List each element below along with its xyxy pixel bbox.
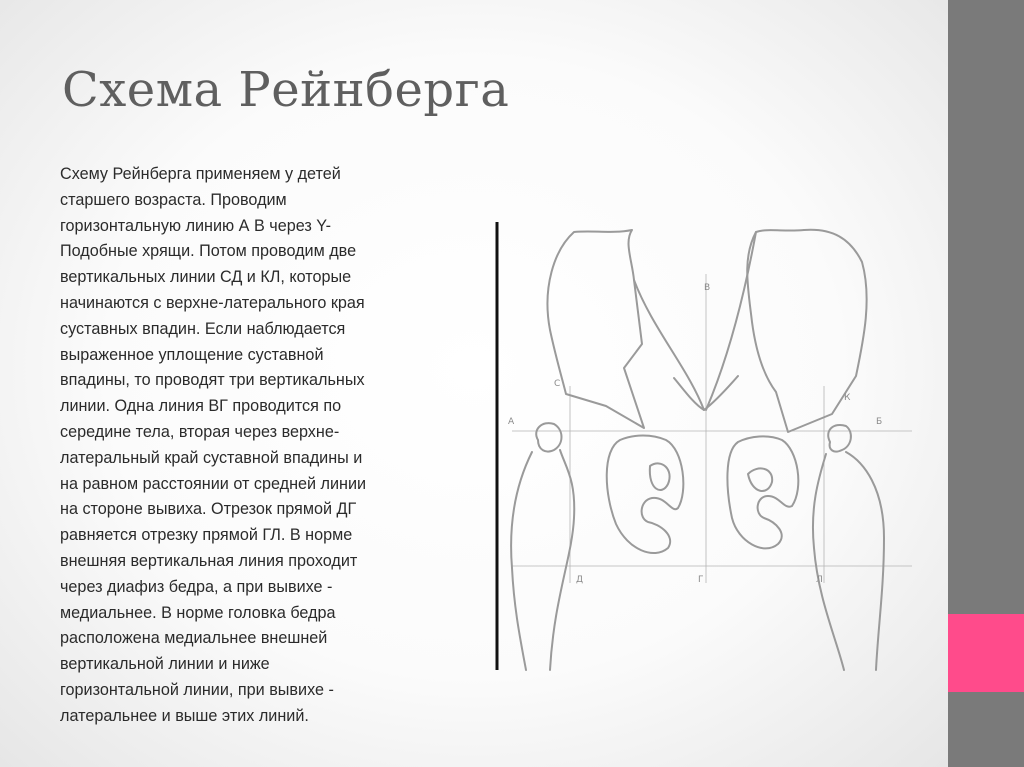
label-v: В bbox=[704, 283, 711, 293]
body-line: горизонтальную линию А В через Y- bbox=[60, 216, 331, 235]
left-femur-lateral-edge bbox=[511, 452, 532, 670]
label-d: Д bbox=[576, 575, 584, 585]
body-line: расположена медиальнее внешней bbox=[60, 629, 328, 648]
left-obturator bbox=[607, 436, 684, 554]
body-line: середине тела, вторая через верхне- bbox=[60, 422, 340, 441]
body-line: старшего возраста. Проводим bbox=[60, 190, 287, 209]
pelvis-diagram bbox=[492, 218, 932, 672]
body-line: латеральнее и выше этих линий. bbox=[60, 706, 309, 725]
left-femur-head bbox=[536, 423, 561, 451]
label-k: К bbox=[844, 393, 851, 403]
body-line: вертикальной линии и ниже bbox=[60, 655, 270, 674]
body-line: равняется отрезку прямой ГЛ. В норме bbox=[60, 526, 353, 545]
body-line: начинаются с верхне-латерального края bbox=[60, 293, 365, 312]
bone-outlines bbox=[511, 230, 884, 670]
body-line: Схему Рейнберга применяем у детей bbox=[60, 165, 341, 183]
body-line: на равном расстоянии от средней линии bbox=[60, 474, 367, 493]
slide-body-text bbox=[60, 162, 440, 730]
body-line: суставных впадин. Если наблюдается bbox=[60, 319, 346, 338]
body-line: вертикальных линии СД и КЛ, которые bbox=[60, 268, 352, 287]
left-ilium bbox=[547, 230, 644, 428]
body-line: через диафиз бедра, а при вывихе - bbox=[60, 577, 333, 596]
body-line: горизонтальной линии, при вывихе - bbox=[60, 680, 334, 699]
body-line: Подобные хрящи. Потом проводим две bbox=[60, 242, 357, 261]
left-femur-medial-edge bbox=[550, 450, 574, 670]
reinberg-scheme-figure bbox=[492, 218, 932, 672]
body-line: линии. Одна линия ВГ проводится по bbox=[60, 397, 342, 416]
right-obturator-inner bbox=[748, 468, 772, 491]
body-line: на стороне вывиха. Отрезок прямой ДГ bbox=[60, 500, 357, 519]
body-line: впадины, то проводят три вертикальных bbox=[60, 371, 365, 390]
right-femur-medial-edge bbox=[813, 454, 844, 670]
label-a: А bbox=[508, 417, 515, 427]
right-obturator bbox=[727, 436, 798, 548]
right-femur-head bbox=[828, 425, 851, 452]
label-s: С bbox=[554, 379, 561, 389]
label-g: Г bbox=[698, 575, 704, 585]
label-l: Л bbox=[816, 575, 823, 585]
body-line: внешняя вертикальная линия проходит bbox=[60, 551, 358, 570]
left-sacrum-edge bbox=[634, 280, 704, 410]
left-obturator-inner bbox=[650, 463, 670, 490]
body-line: выраженное уплощение суставной bbox=[60, 345, 324, 364]
body-line: латеральный край суставной впадины и bbox=[60, 448, 363, 467]
right-femur-lateral-edge bbox=[846, 452, 884, 670]
side-accent-block bbox=[948, 614, 1024, 692]
slide-title: Схема Рейнберга bbox=[62, 62, 510, 118]
body-line: медиальнее. В норме головка бедра bbox=[60, 603, 336, 622]
label-b: Б bbox=[876, 417, 883, 427]
